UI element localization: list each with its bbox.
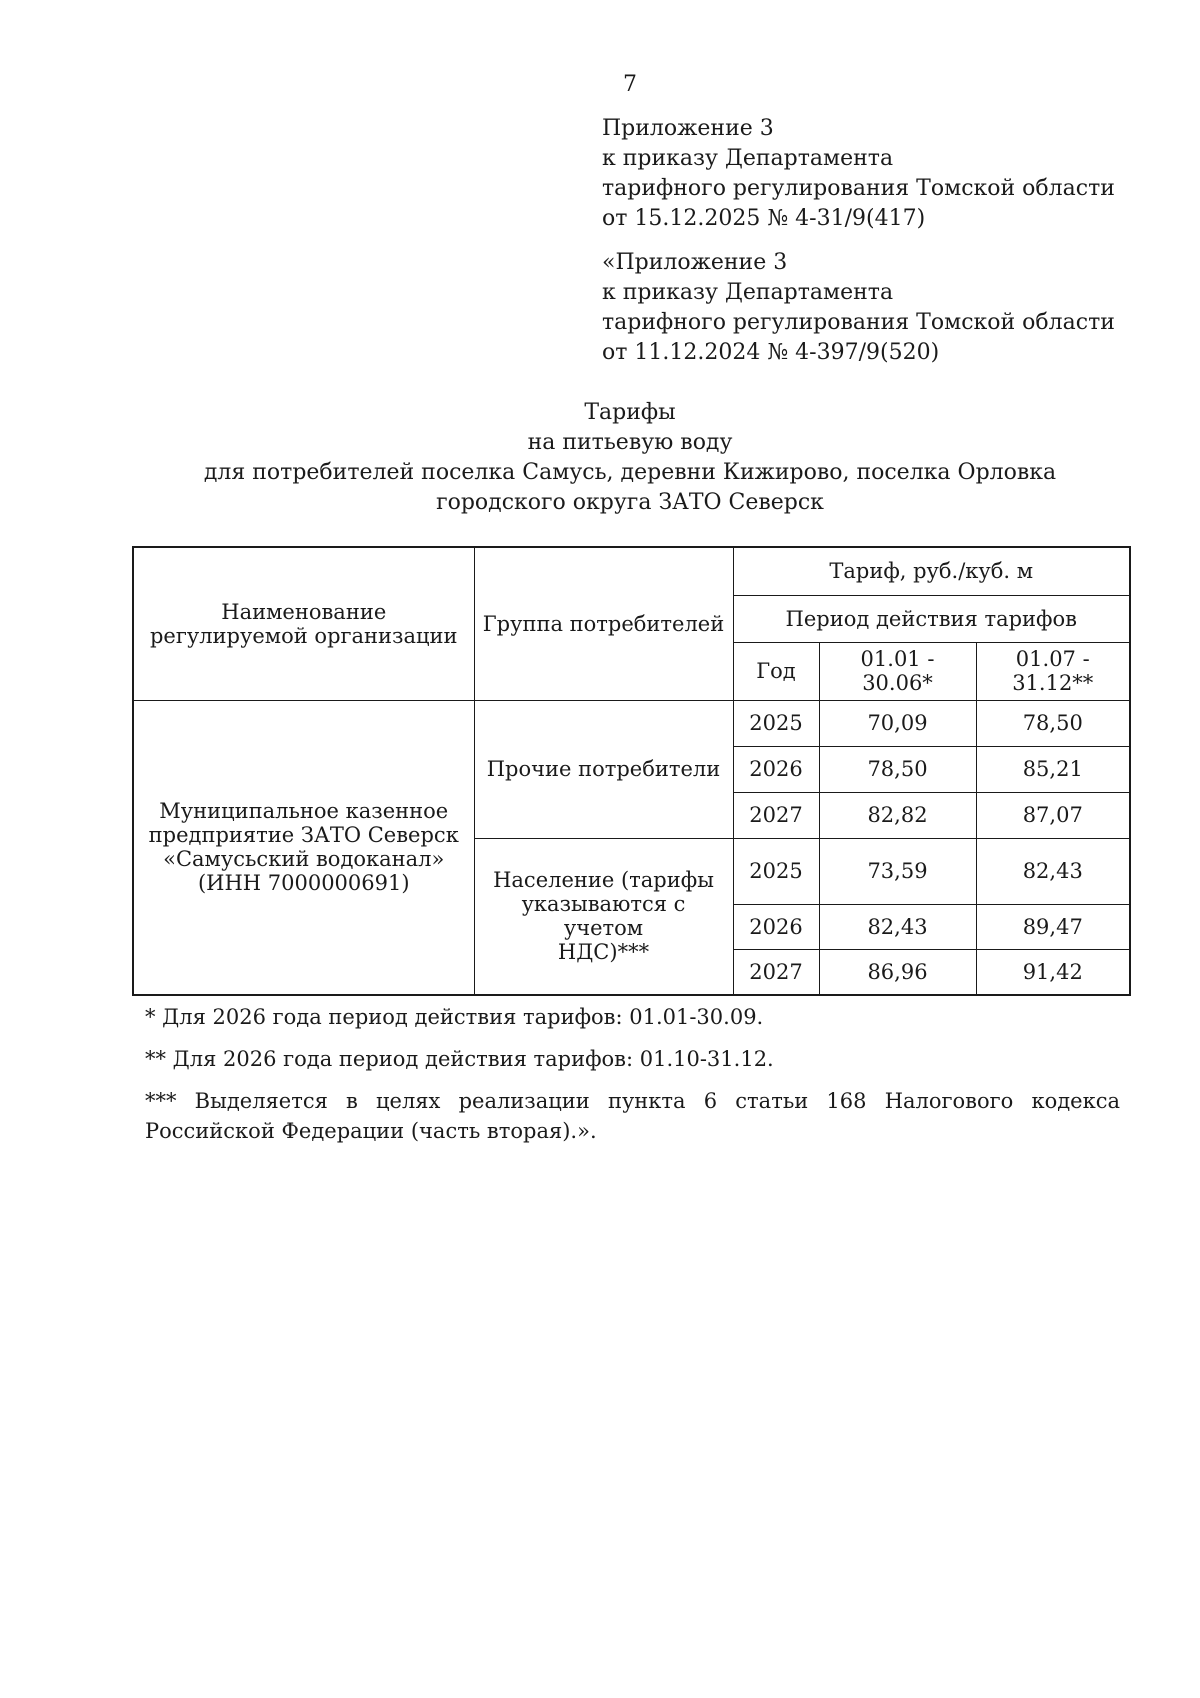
- appendix-line: от 15.12.2025 № 4-31/9(417): [602, 206, 926, 231]
- year-cell: 2027: [733, 949, 819, 995]
- footnote: ** Для 2026 года период действия тарифов: 01.10-31.12.: [145, 1047, 774, 1071]
- tariff-cell: 73,59: [819, 838, 976, 904]
- header-organization: Наименование регулируемой организации: [133, 547, 474, 700]
- header-period-1-line: 01.01 -: [860, 647, 935, 671]
- appendix-header-current: [602, 114, 1115, 234]
- organization-line: «Самусьский водоканал»: [163, 847, 445, 872]
- tariff-cell: 82,43: [819, 904, 976, 949]
- header-tariff: Тариф, руб./куб. м: [733, 547, 1130, 595]
- group-line: НДС)***: [557, 940, 650, 965]
- appendix-line: от 11.12.2024 № 4-397/9(520): [602, 340, 940, 365]
- header-period-2: [976, 642, 1130, 700]
- header-period-1-line: 30.06*: [862, 671, 933, 695]
- group-line: Население (тарифы: [493, 868, 714, 893]
- organization-line: (ИНН 7000000691): [197, 871, 410, 896]
- title-line: на питьевую воду: [527, 430, 733, 455]
- footnotes: [145, 1002, 1120, 1158]
- tariff-cell: 82,43: [976, 838, 1130, 904]
- header-consumer-group: Группа потребителей: [474, 547, 733, 700]
- tariff-cell: 82,82: [819, 792, 976, 838]
- appendix-line: тарифного регулирования Томской области: [602, 176, 1115, 201]
- header-year: Год: [733, 642, 819, 700]
- tariff-cell: 85,21: [976, 746, 1130, 792]
- tariff-cell: 70,09: [819, 700, 976, 746]
- year-cell: 2025: [733, 700, 819, 746]
- document-title: [0, 398, 1200, 518]
- tariff-cell: 91,42: [976, 949, 1130, 995]
- tariff-cell: 87,07: [976, 792, 1130, 838]
- group-cell-other: [474, 700, 733, 838]
- appendix-line: тарифного регулирования Томской области: [602, 310, 1115, 335]
- title-line: Тарифы: [584, 400, 676, 425]
- footnote: *** Выделяется в целях реализации пункта 6 статьи 168 Налогового кодекса Российской Федерации (часть вторая).».: [145, 1089, 1120, 1143]
- tariff-cell: 86,96: [819, 949, 976, 995]
- organization-line: предприятие ЗАТО Северск: [148, 823, 459, 848]
- header-period: Период действия тарифов: [733, 595, 1130, 642]
- header-period-2-line: 01.07 -: [1015, 647, 1090, 671]
- organization-line: Муниципальное казенное: [159, 799, 449, 824]
- tariff-cell: 89,47: [976, 904, 1130, 949]
- appendix-line: Приложение 3: [602, 116, 774, 141]
- year-cell: 2027: [733, 792, 819, 838]
- title-line: для потребителей поселка Самусь, деревни Кижирово, поселка Орловка: [203, 460, 1057, 485]
- footnote: * Для 2026 года период действия тарифов: 01.01-30.09.: [145, 1005, 764, 1029]
- year-cell: 2026: [733, 746, 819, 792]
- page-number: 7: [623, 72, 637, 97]
- group-line: указываются с учетом: [521, 892, 686, 941]
- year-cell: 2026: [733, 904, 819, 949]
- year-cell: 2025: [733, 838, 819, 904]
- appendix-line: к приказу Департамента: [602, 280, 894, 305]
- header-period-2-line: 31.12**: [1012, 671, 1094, 695]
- organization-cell: [133, 700, 474, 995]
- group-cell-population: [474, 838, 733, 995]
- header-period-1: [819, 642, 976, 700]
- appendix-header-previous: [602, 248, 1115, 368]
- title-line: городского округа ЗАТО Северск: [436, 490, 824, 515]
- table-row: [133, 700, 1130, 746]
- appendix-line: к приказу Департамента: [602, 146, 894, 171]
- group-line: Прочие потребители: [486, 757, 721, 781]
- tariff-cell: 78,50: [976, 700, 1130, 746]
- tariff-table: [132, 546, 1131, 996]
- appendix-line: «Приложение 3: [602, 250, 788, 275]
- tariff-cell: 78,50: [819, 746, 976, 792]
